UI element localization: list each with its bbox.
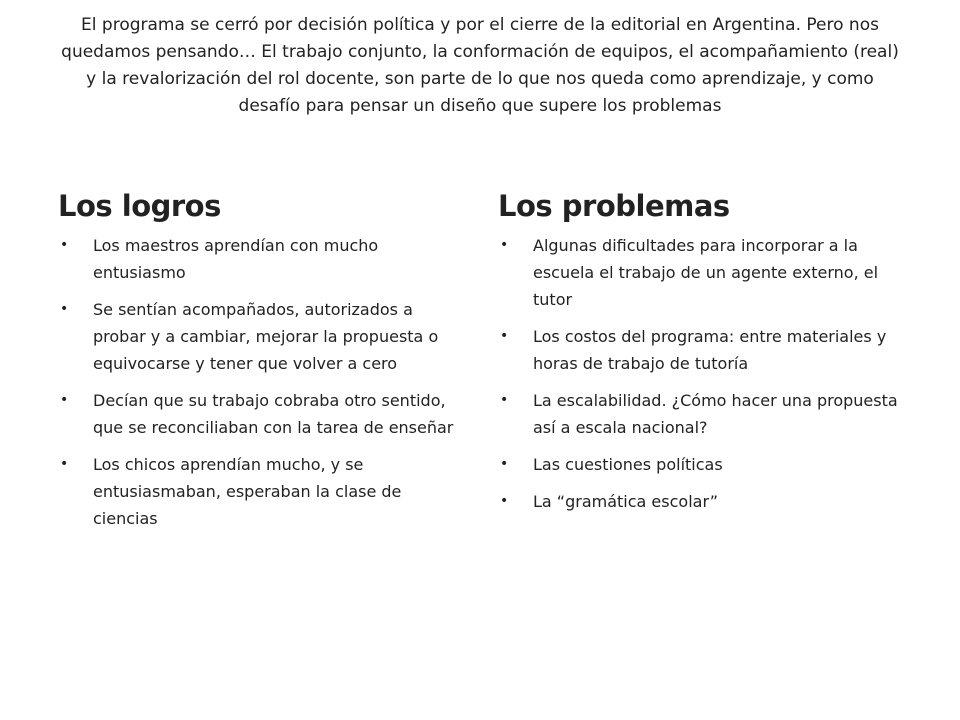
- list-item: [58, 387, 470, 441]
- problems-list: [498, 232, 910, 515]
- list-item: [498, 323, 910, 377]
- bullet-icon: •: [60, 456, 69, 472]
- achievements-column: [58, 186, 470, 542]
- bullet-icon: •: [500, 456, 509, 472]
- bullet-icon: •: [60, 301, 69, 317]
- list-item: [498, 232, 910, 313]
- achievements-heading: Los logros: [58, 189, 221, 223]
- problems-heading: Los problemas: [498, 189, 730, 223]
- list-item-text: Las cuestiones políticas: [533, 455, 723, 474]
- list-item-text: Los costos del programa: entre materiales y horas de trabajo de tutoría: [533, 327, 887, 373]
- bullet-icon: •: [500, 237, 509, 253]
- list-item: [58, 451, 470, 532]
- bullet-icon: •: [60, 392, 69, 408]
- list-item-text: La escalabilidad. ¿Cómo hacer una propuesta así a escala nacional?: [533, 391, 898, 437]
- list-item: [58, 296, 470, 377]
- list-item: [498, 488, 910, 515]
- list-item-text: Se sentían acompañados, autorizados a probar y a cambiar, mejorar la propuesta o equivocarse y tener que volver a cero: [93, 300, 439, 373]
- list-item: [498, 451, 910, 478]
- list-item: [58, 232, 470, 286]
- bullet-icon: •: [500, 493, 509, 509]
- bullet-icon: •: [500, 328, 509, 344]
- achievements-list: [58, 232, 470, 532]
- bullet-icon: •: [60, 237, 69, 253]
- list-item-text: La “gramática escolar”: [533, 492, 718, 511]
- list-item-text: Algunas dificultades para incorporar a la escuela el trabajo de un agente externo, el tutor: [533, 236, 879, 309]
- list-item: [498, 387, 910, 441]
- problems-column: [498, 186, 910, 525]
- list-item-text: Los chicos aprendían mucho, y se entusiasmaban, esperaban la clase de ciencias: [93, 455, 402, 528]
- bullet-icon: •: [500, 392, 509, 408]
- list-item-text: Decían que su trabajo cobraba otro sentido, que se reconciliaban con la tarea de enseñar: [93, 391, 454, 437]
- slide-title: El programa se cerró por decisión política y por el cierre de la editorial en Argentina. Pero nos quedamos pensando… El trabajo conjunto, la conformación de equipos, el acompañamiento (real) y la revalorización del rol docente, son parte de lo que nos queda como aprendizaje, y como desafío para pensar un diseño que supere los problemas: [61, 15, 899, 116]
- list-item-text: Los maestros aprendían con mucho entusiasmo: [93, 236, 379, 282]
